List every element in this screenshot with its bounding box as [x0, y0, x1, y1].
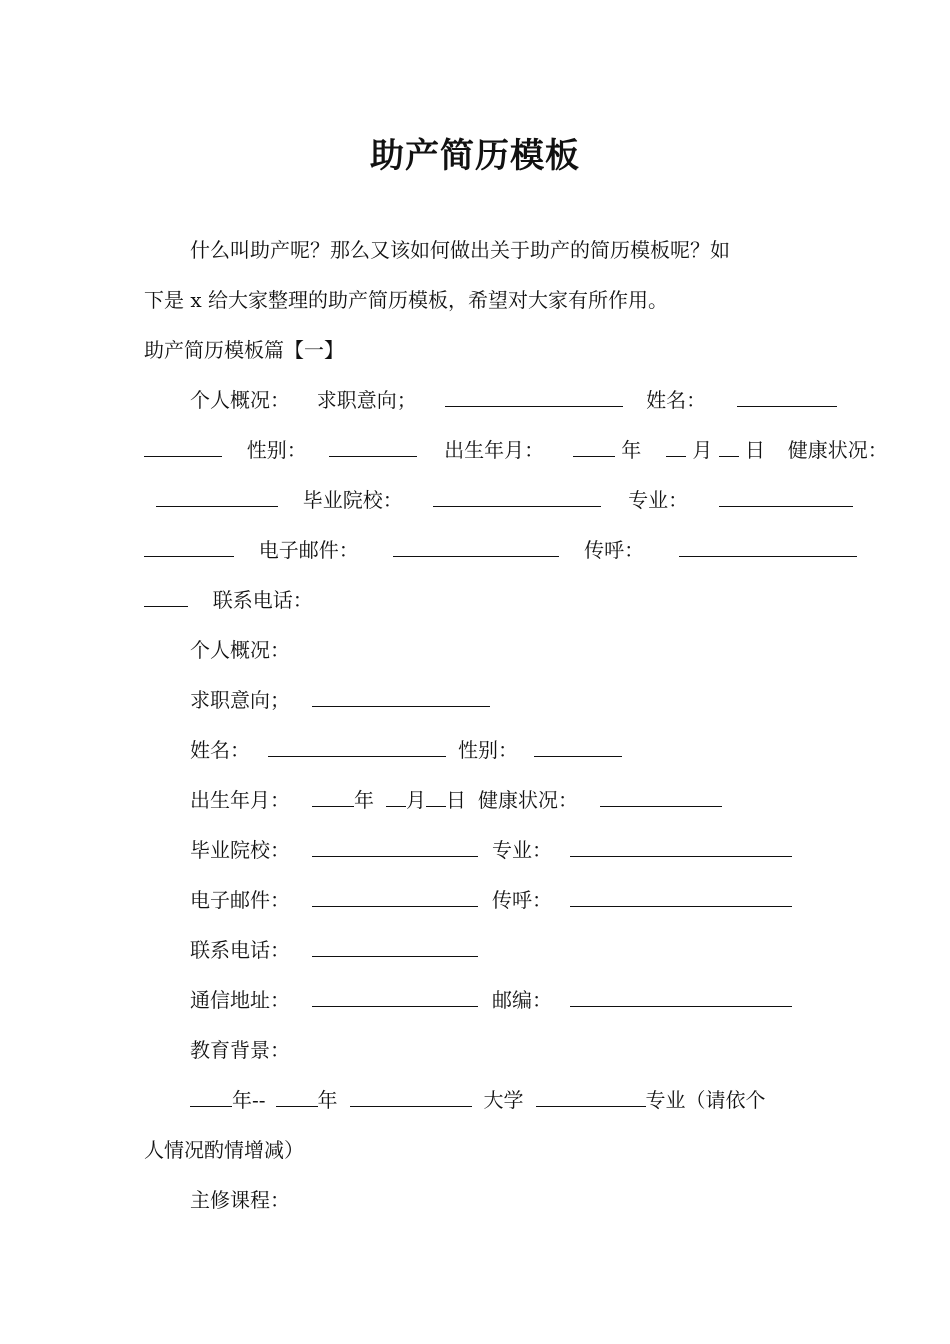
form-school-blank[interactable] [312, 838, 478, 857]
form-intent-blank[interactable] [312, 688, 490, 707]
form-zip-label: 邮编： [492, 988, 552, 1012]
birth-year-blank[interactable] [573, 438, 615, 457]
form-phone-label: 联系电话： [190, 938, 290, 962]
edu-end-year-blank[interactable] [276, 1088, 318, 1107]
form-name-row [190, 736, 622, 764]
form-gender-label: 性别： [458, 738, 518, 762]
edu-university-label: 大学 [483, 1088, 524, 1112]
form-pager-label: 传呼： [492, 888, 552, 912]
form-birth-label: 出生年月： [190, 788, 290, 812]
label-gender: 性别： [246, 438, 307, 462]
edu-start-year-blank[interactable] [190, 1088, 232, 1107]
label-phone: 联系电话： [212, 588, 313, 612]
label-school: 毕业院校： [302, 488, 403, 512]
document-title: 助产简历模板 [370, 136, 580, 176]
form-birth-year-blank[interactable] [312, 788, 354, 807]
form-birth-day-blank[interactable] [426, 788, 446, 807]
form-school-row [190, 836, 792, 864]
edu-major-blank[interactable] [536, 1088, 646, 1107]
flow-line-3 [156, 486, 853, 514]
form-birth-row [190, 786, 722, 814]
label-day: 日 [745, 438, 766, 462]
edu-year2-label: 年 [317, 1088, 338, 1112]
form-health-label: 健康状况： [478, 788, 578, 812]
pager-blank[interactable] [679, 538, 857, 557]
form-pager-blank[interactable] [570, 888, 792, 907]
flow-line-4 [144, 536, 857, 564]
form-address-row [190, 986, 792, 1014]
form-email-blank[interactable] [312, 888, 478, 907]
label-birth: 出生年月： [444, 438, 545, 462]
intro-line-1: 什么叫助产呢？那么又该如何做出关于助产的简历模板呢？如 [190, 238, 730, 262]
label-health: 健康状况： [787, 438, 888, 462]
form-health-blank[interactable] [600, 788, 722, 807]
label-personal: 个人概况： [190, 388, 290, 412]
form-phone-blank[interactable] [312, 938, 478, 957]
major-blank[interactable] [719, 488, 853, 507]
birth-month-blank[interactable] [666, 438, 686, 457]
label-month: 月 [692, 438, 713, 462]
section-heading: 助产简历模板篇【一】 [144, 338, 344, 362]
form-major-blank[interactable] [570, 838, 792, 857]
form-education: 教育背景： [190, 1038, 290, 1062]
form-address-blank[interactable] [312, 988, 478, 1007]
form-intent-row [190, 686, 490, 714]
form-name-blank[interactable] [268, 738, 446, 757]
label-major: 专业： [628, 488, 689, 512]
label-year: 年 [621, 438, 642, 462]
name-blank[interactable] [737, 388, 837, 407]
flow-line-5 [144, 586, 313, 614]
edu-university-blank[interactable] [350, 1088, 472, 1107]
email-blank[interactable] [393, 538, 559, 557]
form-address-label: 通信地址： [190, 988, 290, 1012]
form-edu-note: 人情况酌情增减） [144, 1138, 304, 1162]
form-courses: 主修课程： [190, 1188, 290, 1212]
major-blank-cont[interactable] [144, 538, 234, 557]
form-email-row [190, 886, 792, 914]
edu-major-note: 专业（请依个 [645, 1088, 766, 1112]
form-major-label: 专业： [492, 838, 552, 862]
form-school-label: 毕业院校： [190, 838, 290, 862]
label-name: 姓名： [646, 388, 707, 412]
label-intent: 求职意向； [316, 388, 417, 412]
form-zip-blank[interactable] [570, 988, 792, 1007]
name-blank-cont[interactable] [144, 438, 222, 457]
birth-day-blank[interactable] [719, 438, 739, 457]
form-gender-blank[interactable] [534, 738, 622, 757]
gender-blank[interactable] [329, 438, 417, 457]
intro-line-2: 下是 x 给大家整理的助产简历模板，希望对大家有所作用。 [144, 288, 668, 312]
form-phone-row [190, 936, 478, 964]
form-edu-row [190, 1086, 766, 1114]
pager-blank-cont[interactable] [144, 588, 188, 607]
intent-blank[interactable] [445, 388, 623, 407]
form-birth-month-blank[interactable] [386, 788, 406, 807]
edu-year1-label: 年-- [232, 1088, 266, 1112]
form-personal: 个人概况： [190, 638, 290, 662]
label-pager: 传呼： [584, 538, 645, 562]
form-day-label: 日 [446, 788, 466, 812]
label-email: 电子邮件： [258, 538, 359, 562]
form-year-label: 年 [354, 788, 374, 812]
form-name-label: 姓名： [190, 738, 250, 762]
flow-line-2 [144, 436, 888, 464]
form-intent-label: 求职意向； [190, 688, 290, 712]
form-email-label: 电子邮件： [190, 888, 290, 912]
flow-line-1 [190, 386, 837, 414]
health-blank[interactable] [156, 488, 278, 507]
school-blank[interactable] [433, 488, 601, 507]
form-month-label: 月 [406, 788, 426, 812]
